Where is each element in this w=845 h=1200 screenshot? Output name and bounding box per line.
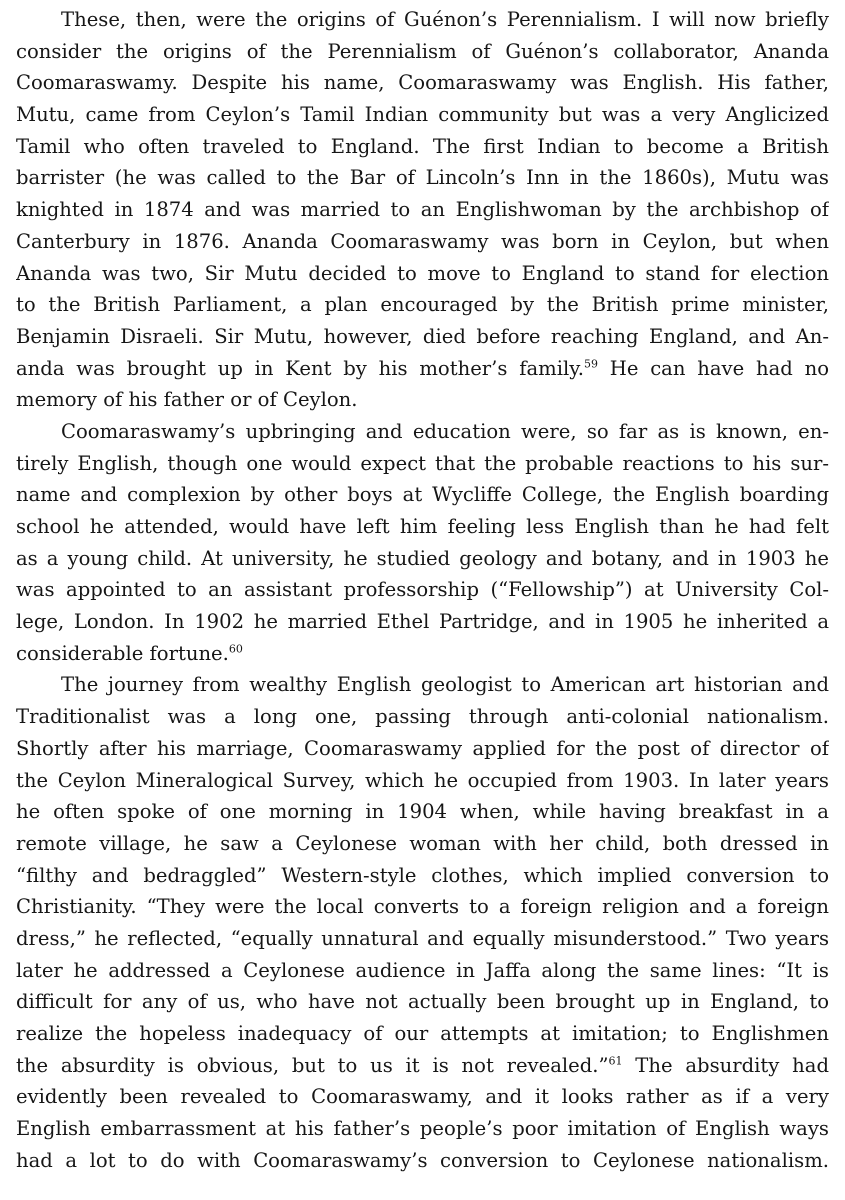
text-line: “filthy and bedraggled” Western-style clothes, which implied conversion to — [16, 863, 829, 887]
paragraph-1 — [16, 4, 829, 416]
text-line: tirely English, though one would expect that the probable reactions to his sur- — [16, 451, 829, 475]
text-line: English embarrassment at his father’s people’s poor imitation of English ways — [16, 1117, 829, 1141]
text-line: to the British Parliament, a plan encouraged by the British prime minister, — [16, 293, 829, 317]
text-line: Benjamin Disraeli. Sir Mutu, however, died before reaching England, and An- — [16, 324, 829, 348]
text-line: remote village, he saw a Ceylonese woman with her child, both dressed in — [16, 831, 829, 855]
text-segment: the absurdity is obvious, but to us it is not revealed.” — [16, 1053, 609, 1077]
text-line: Traditionalist was a long one, passing through anti-colonial nationalism. — [16, 705, 829, 729]
text-line: Canterbury in 1876. Ananda Coomaraswamy was born in Ceylon, but when — [16, 229, 829, 253]
text-segment: The absurdity had — [622, 1053, 829, 1077]
text-line: evidently been revealed to Coomaraswamy, and it looks rather as if a very — [16, 1085, 829, 1109]
text-line: lege, London. In 1902 he married Ethel Partridge, and in 1905 he inherited a — [16, 610, 829, 634]
text-line: The journey from wealthy English geologist to American art historian and — [61, 673, 829, 697]
text-line-with-footnote — [16, 638, 829, 670]
text-line: Shortly after his marriage, Coomaraswamy applied for the post of director of — [16, 736, 829, 760]
text-line: Tamil who often traveled to England. The first Indian to become a British — [16, 134, 829, 158]
text-segment: considerable fortune. — [16, 641, 229, 665]
text-line: name and complexion by other boys at Wycliffe College, the English boarding — [16, 483, 829, 507]
text-segment: He can have had no — [597, 356, 829, 380]
footnote-marker[interactable]: 60 — [228, 642, 243, 656]
text-line: knighted in 1874 and was married to an Englishwoman by the archbishop of — [16, 198, 829, 222]
text-line: barrister (he was called to the Bar of Lincoln’s Inn in the 1860s), Mutu was — [16, 166, 829, 190]
text-line: Christianity. “They were the local converts to a foreign religion and a foreign — [16, 895, 829, 919]
text-line: difficult for any of us, who have not actually been brought up in England, to — [16, 990, 829, 1014]
text-line: he often spoke of one morning in 1904 when, while having breakfast in a — [16, 800, 829, 824]
text-line: Ananda was two, Sir Mutu decided to move to England to stand for election — [16, 261, 829, 285]
paragraph-2 — [16, 416, 829, 670]
text-line: dress,” he reflected, “equally unnatural and equally misunderstood.” Two years — [16, 926, 829, 950]
text-line: realize the hopeless inadequacy of our attempts at imitation; to Englishmen — [16, 1022, 829, 1045]
text-line: the Ceylon Mineralogical Survey, which he occupied from 1903. In later years — [16, 768, 829, 792]
text-line: memory of his father or of Ceylon. — [16, 388, 358, 412]
text-segment: anda was brought up in Kent by his mother’s family. — [16, 356, 584, 380]
text-line: Coomaraswamy. Despite his name, Coomaraswamy was English. His father, — [16, 71, 829, 95]
text-line: These, then, were the origins of Guénon’s Perennialism. I will now briefly — [61, 8, 829, 31]
text-line: as a young child. At university, he studied geology and botany, and in 1903 he — [16, 546, 829, 570]
text-line: was appointed to an assistant professorship (“Fellowship”) at University Col- — [16, 578, 829, 602]
text-line-with-footnote — [16, 1050, 829, 1082]
text-line: Coomaraswamy’s upbringing and education were, so far as is known, en- — [61, 419, 829, 443]
paragraph-3 — [16, 669, 829, 1176]
text-line: had a lot to do with Coomaraswamy’s conversion to Ceylonese nationalism. — [16, 1148, 829, 1172]
text-line: later he addressed a Ceylonese audience in Jaffa along the same lines: “It is — [16, 958, 829, 982]
footnote-marker[interactable]: 61 — [608, 1054, 623, 1068]
text-line: Mutu, came from Ceylon’s Tamil Indian community but was a very Anglicized — [16, 103, 829, 127]
text-line: school he attended, would have left him feeling less English than he had felt — [16, 515, 829, 538]
footnote-marker[interactable]: 59 — [583, 357, 598, 371]
text-line: consider the origins of the Perennialism of Guénon’s collaborator, Ananda — [16, 39, 829, 63]
text-line-with-footnote — [16, 353, 829, 385]
